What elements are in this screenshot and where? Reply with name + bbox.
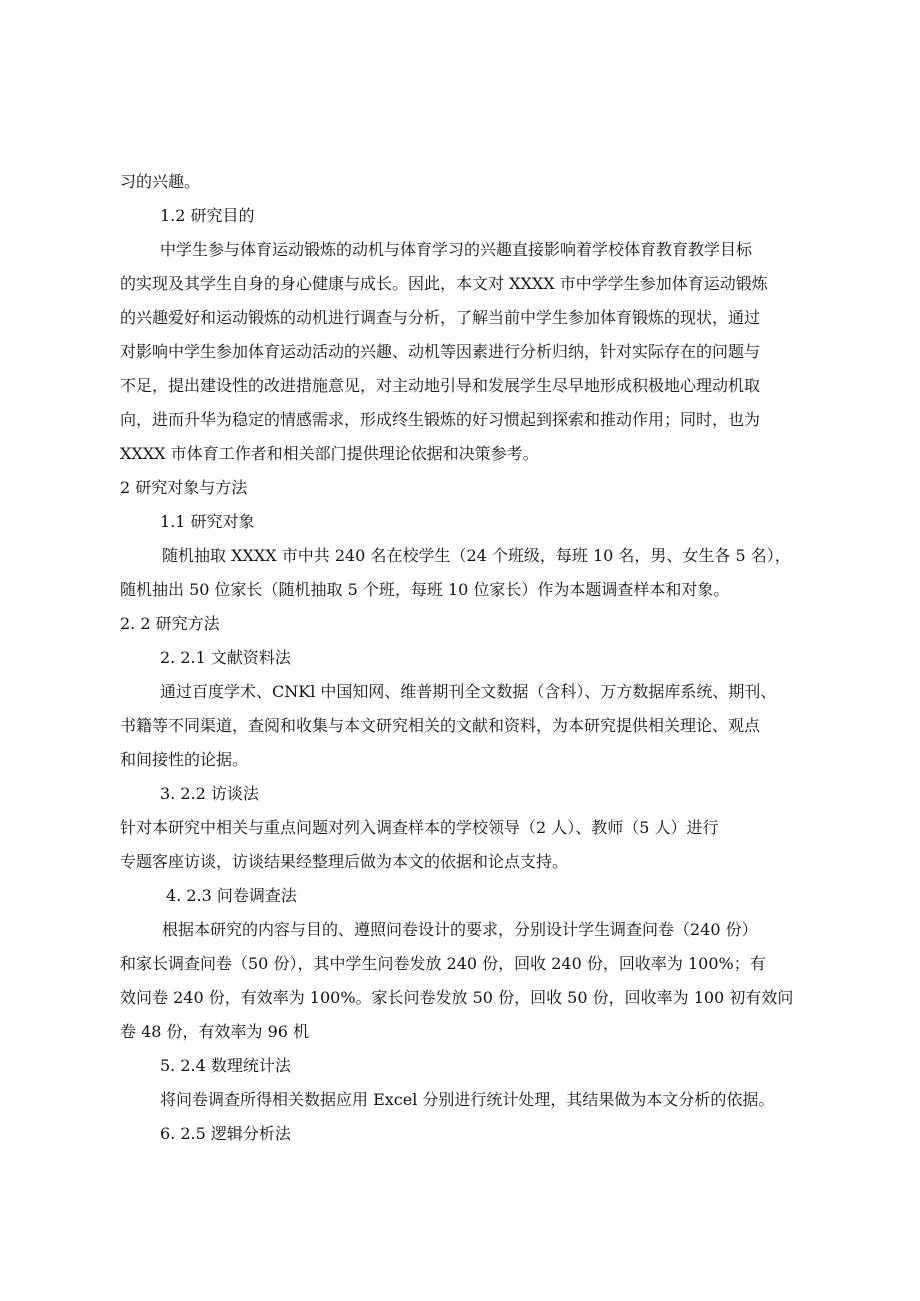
paragraph-line: 卷 48 份，有效率为 96 机	[120, 1022, 310, 1041]
paragraph-line: 习的兴趣。	[120, 172, 201, 191]
subsection-heading: 4. 2.3 问卷调查法	[166, 886, 297, 905]
section-heading: 2 研究对象与方法	[120, 478, 248, 497]
section-heading: 1.2 研究目的	[160, 206, 255, 225]
paragraph-line: 的兴趣爱好和运动锻炼的动机进行调查与分析，了解当前中学生参加体育锻炼的现状，通过	[120, 308, 761, 327]
section-heading: 2. 2 研究方法	[120, 614, 220, 633]
paragraph-line: 和家长调查问卷（50 份），其中学生问卷发放 240 份，回收 240 份，回收率为 100%；有	[120, 954, 766, 973]
subsection-heading: 6. 2.5 逻辑分析法	[160, 1124, 291, 1143]
paragraph-line: 中学生参与体育运动锻炼的动机与体育学习的兴趣直接影响着学校体育教育教学目标	[160, 240, 753, 259]
paragraph-line: 对影响中学生参加体育运动活动的兴趣、动机等因素进行分析归纳，针对实际存在的问题与	[120, 342, 761, 361]
paragraph-line: 通过百度学术、CNKl 中国知网、维普期刊全文数据（含科）、万方数据库系统、期刊、	[160, 682, 777, 701]
paragraph-line: 将问卷调查所得相关数据应用 Excel 分别进行统计处理，其结果做为本文分析的依据。	[160, 1090, 775, 1109]
subsection-heading: 3. 2.2 访谈法	[160, 784, 259, 803]
paragraph-line: 根据本研究的内容与目的、遵照问卷设计的要求，分别设计学生调查问卷（240 份）	[162, 920, 758, 939]
paragraph-line: 针对本研究中相关与重点问题对列入调查样本的学校领导（2 人）、教师（5 人）进行	[120, 818, 719, 837]
paragraph-line: 随机抽出 50 位家长（随机抽取 5 个班，每班 10 位家长）作为本题调查样本和对象。	[120, 580, 730, 599]
paragraph-line: 书籍等不同渠道，查阅和收集与本文研究相关的文献和资料，为本研究提供相关理论、观点	[120, 716, 761, 735]
paragraph-line: 不足，提出建设性的改进措施意见，对主动地引导和发展学生尽早地形成积极地心理动机取	[120, 376, 761, 395]
subsection-heading: 1.1 研究对象	[160, 512, 255, 531]
paragraph-line: 的实现及其学生自身的身心健康与成长。因此，本文对 XXXX 市中学学生参加体育运动锻炼	[120, 274, 768, 293]
paragraph-line: 随机抽取 XXXX 市中共 240 名在校学生（24 个班级，每班 10 名，男、女生各 5 名），	[162, 546, 791, 565]
subsection-heading: 2. 2.1 文献资料法	[160, 648, 291, 667]
paragraph-line: 专题客座访谈，访谈结果经整理后做为本文的依据和论点支持。	[120, 852, 569, 871]
subsection-heading: 5. 2.4 数理统计法	[160, 1056, 291, 1075]
paragraph-line: 和间接性的论据。	[120, 750, 249, 769]
paragraph-line: 效问卷 240 份，有效率为 100%。家长问卷发放 50 份，回收 50 份，回收率为 100 初有效问	[120, 988, 794, 1007]
paragraph-line: XXXX 市体育工作者和相关部门提供理论依据和决策参考。	[120, 444, 539, 463]
paragraph-line: 向，进而升华为稳定的情感需求，形成终生锻炼的好习惯起到探索和推动作用；同时，也为	[120, 410, 761, 429]
